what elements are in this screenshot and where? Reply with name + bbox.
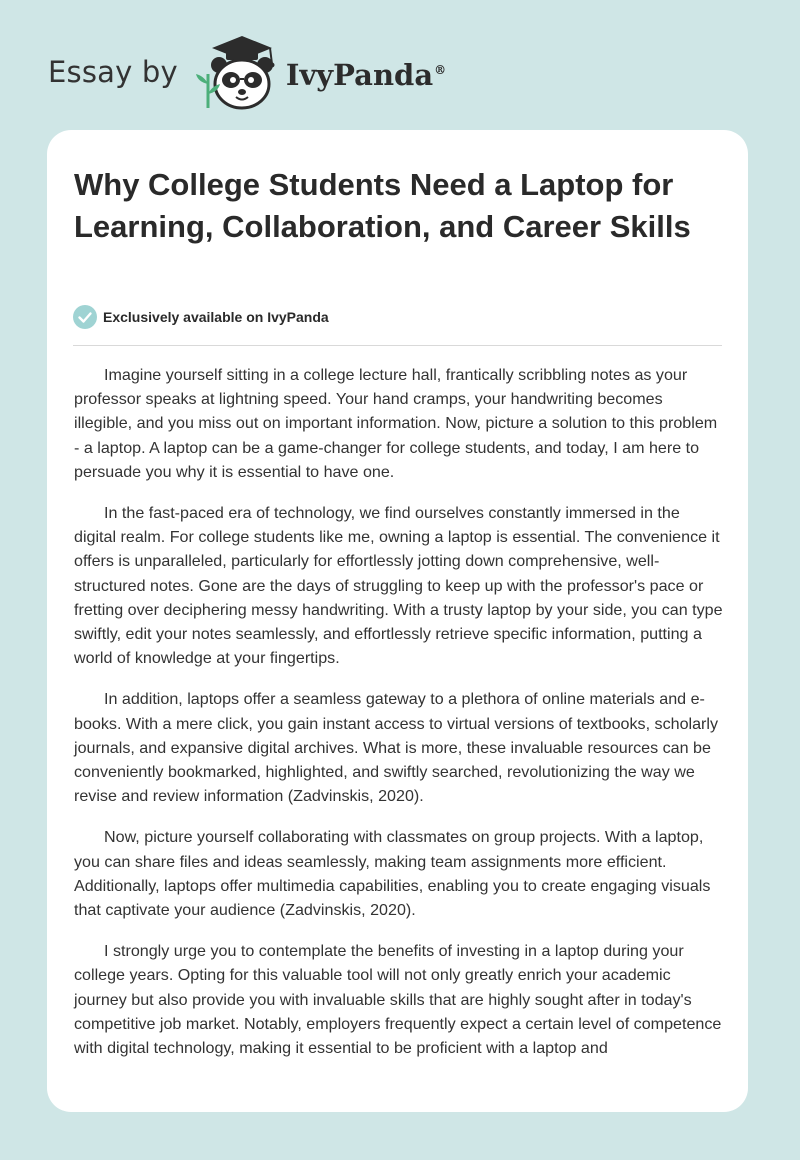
paragraph: In addition, laptops offer a seamless gateway to a plethora of online materials and e-books. With a mere click, you gain instant access to virtual versions of textbooks, scholarly journals, and expansive digital archives. What is more, these invaluable resources can be conveniently bookmarked, highlighted, and swiftly searched, revolutionizing the way we revise and review information (Zadvinskis, 2020). (74, 690, 719, 806)
paragraph: Imagine yourself sitting in a college lecture hall, frantically scribbling notes as your professor speaks at lightning speed. Your hand cramps, your handwriting becomes illegible, and you miss out on important information. Now, picture a solution to this problem - a laptop. A laptop can be a game-changer for college students, and today, I am here to persuade you why it is essential to have one. (74, 366, 718, 481)
brand-name: IvyPanda® (285, 58, 447, 92)
paragraph: Now, picture yourself collaborating with classmates on group projects. With a laptop, you can share files and ideas seamlessly, making team assignments more efficient. Additionally, laptops offer multimedia capabilities, enabling you to create engaging visuals that captivate your audience (Zadvinskis, 2020). (74, 828, 711, 920)
paragraph: I strongly urge you to contemplate the benefits of investing in a laptop during your college years. Opting for this valuable tool will not only greatly enrich your academic journey but also provide you with invaluable skills that are highly sought after in today's competitive job market. Notably, employers frequently expect a certain level of competence with digital technology, making it essential to be proficient with a laptop and (74, 942, 722, 1058)
paragraph: In the fast-paced era of technology, we find ourselves constantly immersed in the digital realm. For college students like me, owning a laptop is essential. The convenience it offers is unparalleled, particularly for effortlessly jotting down comprehensive, well-structured notes. Gone are the days of struggling to keep up with the professor's pace or fretting over deciphering messy handwriting. With a trusty laptop by your side, you can type swiftly, edit your notes seamlessly, and effortlessly retrieve specific information, putting a world of knowledge at your fingertips. (74, 504, 723, 668)
essay-body (74, 363, 724, 1077)
registered-mark: ® (434, 63, 447, 78)
exclusive-badge (73, 305, 329, 329)
exclusive-label: Exclusively available on IvyPanda (103, 309, 329, 325)
essay-card (47, 130, 748, 1112)
check-circle-icon (73, 305, 97, 329)
brand-header (48, 32, 446, 112)
divider (73, 345, 722, 346)
panda-graduate-logo-icon (192, 32, 284, 112)
essay-by-label: Essay by (48, 55, 178, 89)
essay-title: Why College Students Need a Laptop for Learning, Collaboration, and Career Skills (74, 167, 691, 244)
